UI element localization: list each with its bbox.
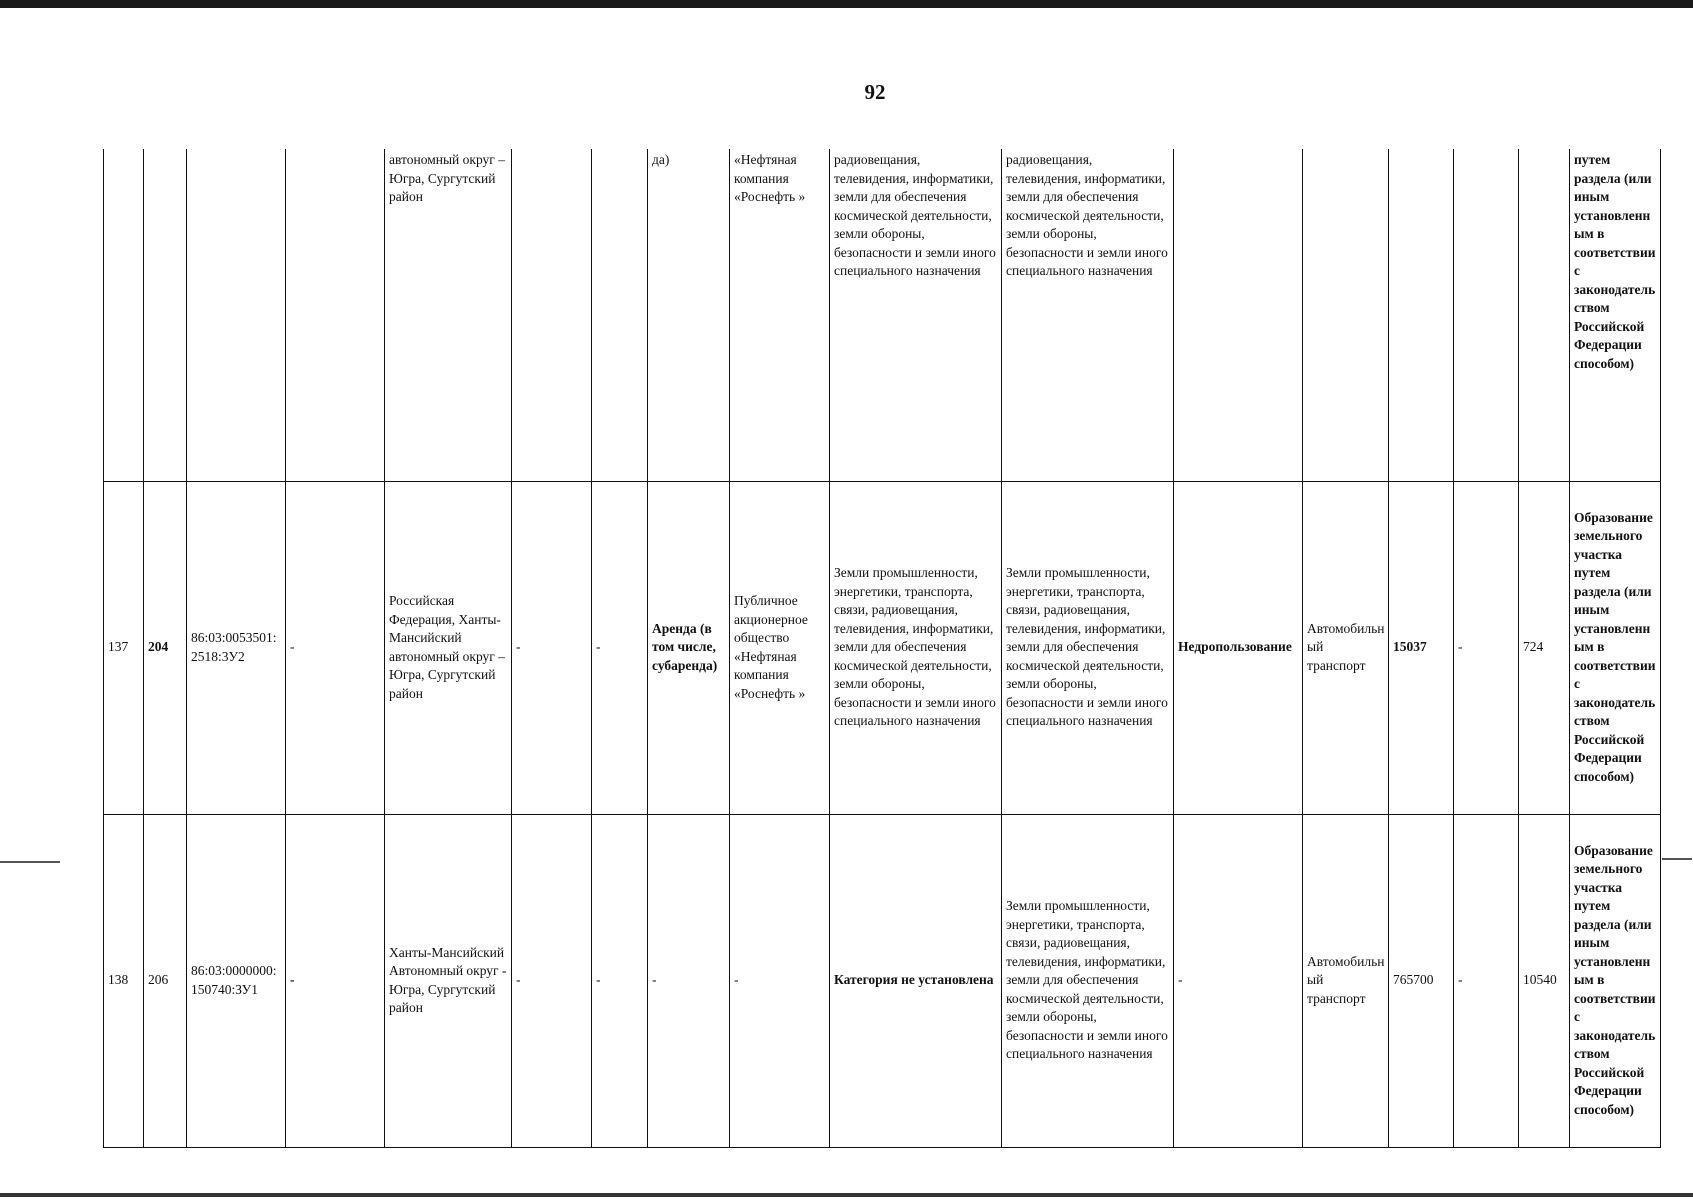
cell-use: -: [1174, 814, 1303, 1147]
cell-area: 15037: [1389, 481, 1454, 814]
cell-purpose: Автомобильный транспорт: [1303, 481, 1389, 814]
cell-index: [144, 149, 187, 481]
cell-number: 138: [104, 814, 144, 1147]
scan-artifact-line: [1662, 858, 1692, 860]
cell-method: Образование земельного участка путем раздела (или иным установленным в соответствии с законодательством Российской Федерации способом): [1570, 481, 1661, 814]
cell-col16: 724: [1519, 481, 1570, 814]
cell-purpose: Автомобильный транспорт: [1303, 814, 1389, 1147]
table-row: [104, 481, 1661, 814]
cell-method: путем раздела (или иным установленным в соответствии с законодательством Российской Федерации способом): [1570, 149, 1661, 481]
cell-purpose: [1303, 149, 1389, 481]
cell-col15: -: [1454, 814, 1519, 1147]
table-row: [104, 814, 1661, 1147]
cell-index: 204: [144, 481, 187, 814]
scan-artifact-line: [0, 861, 60, 863]
cell-area: 765700: [1389, 814, 1454, 1147]
cell-location: автономный округ – Югра, Сургутский район: [385, 149, 512, 481]
cell-col16: 10540: [1519, 814, 1570, 1147]
cell-use: Недропользование: [1174, 481, 1303, 814]
cell-col4: -: [286, 814, 385, 1147]
cell-col6: -: [512, 814, 592, 1147]
cell-index: 206: [144, 814, 187, 1147]
cell-right-type: да): [648, 149, 730, 481]
cell-category-planned: радиовещания, телевидения, информатики, земли для обеспечения космической деятельности, земли обороны, безопасности и земли иного специального назначения: [1002, 149, 1174, 481]
table-row: [104, 149, 1661, 481]
land-plots-table: [103, 149, 1661, 1148]
cell-location: Ханты-Мансийский Автономный округ - Югра, Сургутский район: [385, 814, 512, 1147]
cell-col4: [286, 149, 385, 481]
scan-border-bottom: [0, 1193, 1693, 1197]
cell-col7: [592, 149, 648, 481]
scan-border-top: [0, 0, 1693, 8]
page-number: 92: [864, 80, 886, 104]
cell-col6: -: [512, 481, 592, 814]
cell-col4: -: [286, 481, 385, 814]
cell-holder: -: [730, 814, 830, 1147]
cell-category-current: радиовещания, телевидения, информатики, земли для обеспечения космической деятельности, земли обороны, безопасности и земли иного специального назначения: [830, 149, 1002, 481]
cell-category-planned: Земли промышленности, энергетики, транспорта, связи, радиовещания, телевидения, информатики, земли для обеспечения космической деятельности, земли обороны, безопасности и земли иного специального назначения: [1002, 814, 1174, 1147]
cell-cadastral: 86:03:0053501:2518:3У2: [187, 481, 286, 814]
cell-holder: «Нефтяная компания «Роснефть »: [730, 149, 830, 481]
cell-method: Образование земельного участка путем раздела (или иным установленным в соответствии с законодательством Российской Федерации способом): [1570, 814, 1661, 1147]
cell-number: [104, 149, 144, 481]
cell-location: Российская Федерация, Ханты-Мансийский автономный округ – Югра, Сургутский район: [385, 481, 512, 814]
cell-area: [1389, 149, 1454, 481]
cell-cadastral: 86:03:0000000:150740:ЗУ1: [187, 814, 286, 1147]
cell-holder: Публичное акционерное общество «Нефтяная компания «Роснефть »: [730, 481, 830, 814]
cell-col15: [1454, 149, 1519, 481]
cell-col6: [512, 149, 592, 481]
cell-category-current: Категория не установлена: [830, 814, 1002, 1147]
cell-col7: -: [592, 814, 648, 1147]
cell-category-planned: Земли промышленности, энергетики, транспорта, связи, радиовещания, телевидения, информатики, земли для обеспечения космической деятельности, земли обороны, безопасности и земли иного специального назначения: [1002, 481, 1174, 814]
cell-use: [1174, 149, 1303, 481]
cell-cadastral: [187, 149, 286, 481]
cell-col15: -: [1454, 481, 1519, 814]
cell-right-type: Аренда (в том числе, субаренда): [648, 481, 730, 814]
cell-col16: [1519, 149, 1570, 481]
cell-col7: -: [592, 481, 648, 814]
cell-number: 137: [104, 481, 144, 814]
cell-right-type: -: [648, 814, 730, 1147]
cell-category-current: Земли промышленности, энергетики, транспорта, связи, радиовещания, телевидения, информатики, земли для обеспечения космической деятельности, земли обороны, безопасности и земли иного специального назначения: [830, 481, 1002, 814]
